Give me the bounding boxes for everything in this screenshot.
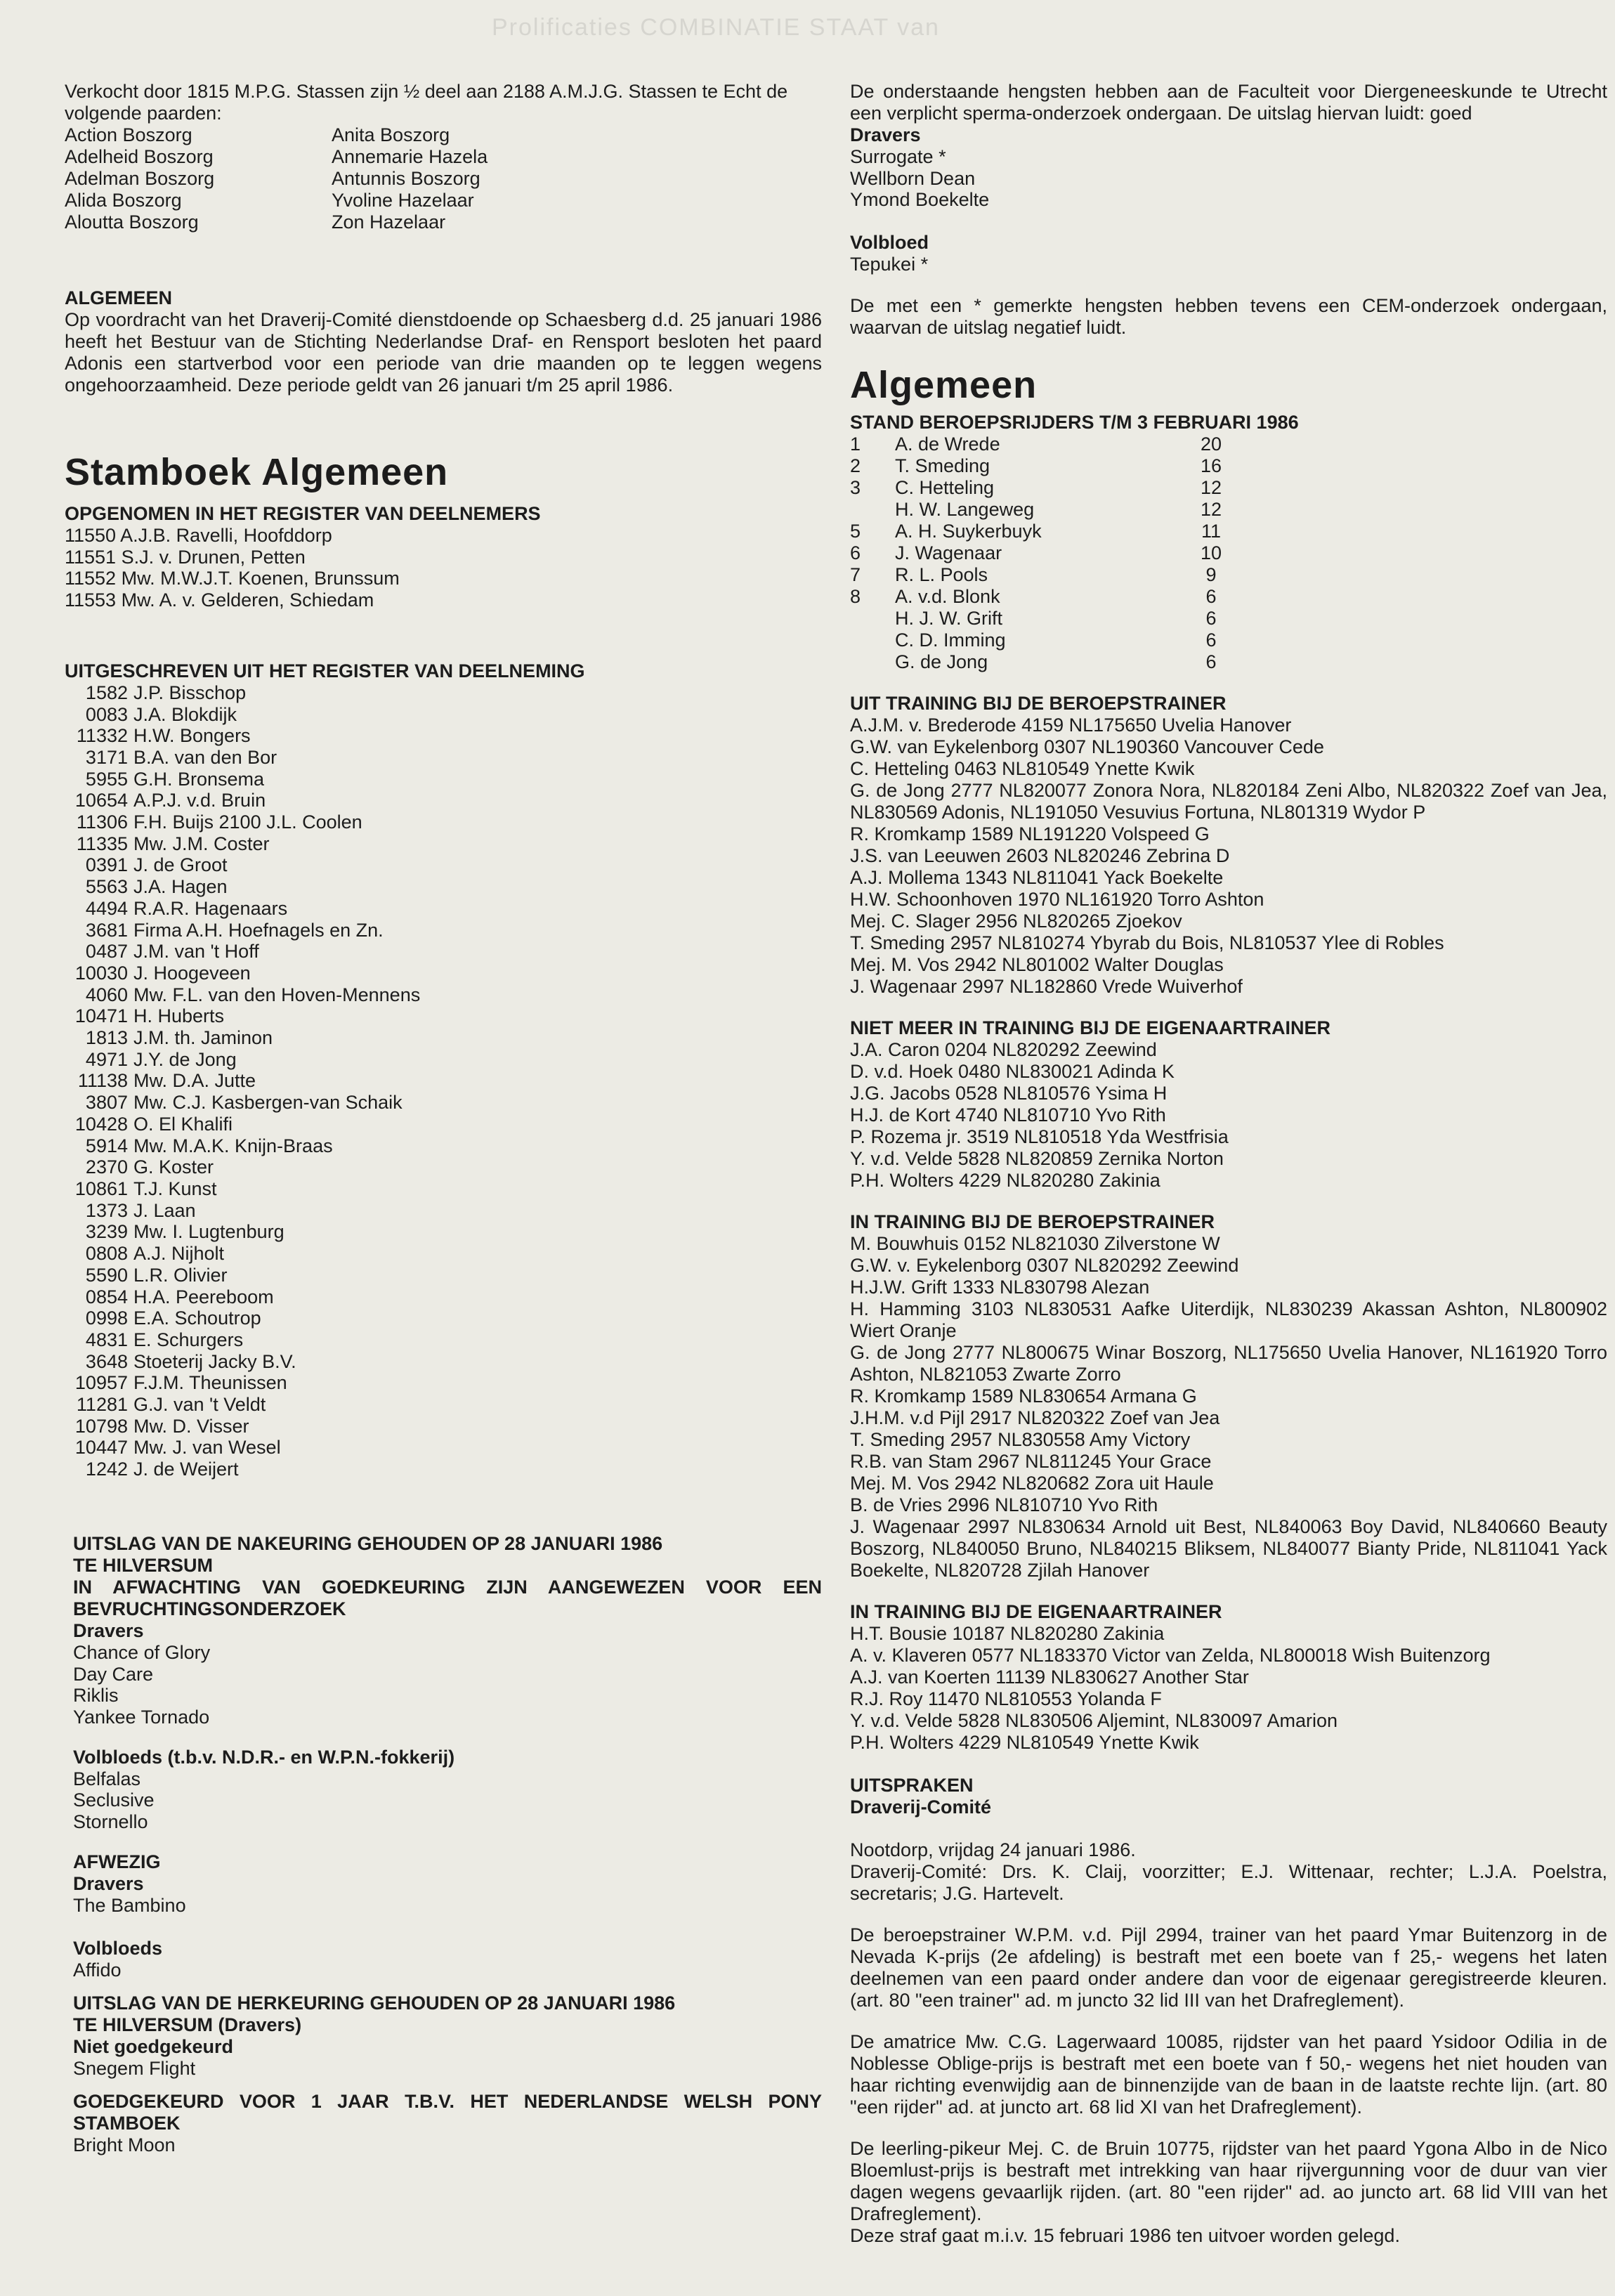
heading-line: TE HILVERSUM (Dravers) (73, 2014, 302, 2035)
trainer-entry: Mej. M. Vos 2942 NL820682 Zora uit Haule (850, 1473, 1214, 1494)
stand-name: T. Smeding (895, 455, 990, 477)
horse-name: Action Boszorg (65, 124, 192, 145)
participant-name: F.H. Buijs 2100 J.L. Coolen (133, 811, 362, 833)
list-item (44, 898, 822, 920)
trainer-entry: J.G. Jacobs 0528 NL810576 Ysima H (850, 1083, 1168, 1104)
participant-name: J.Y. de Jong (133, 1048, 237, 1070)
registration-number: 3648 (85, 1350, 128, 1372)
stand-points: 9 (1205, 564, 1217, 586)
stand-points: 20 (1200, 433, 1222, 455)
stand-rank: 7 (850, 564, 861, 586)
list-item (44, 1092, 822, 1114)
list-item (44, 941, 822, 963)
registration-number: 4060 (85, 984, 128, 1005)
list-item (44, 1200, 822, 1222)
registration-number: 10861 (74, 1178, 128, 1199)
trainer-entry: P. Rozema jr. 3519 NL810518 Yda Westfrisia (850, 1126, 1229, 1148)
stand-table (850, 433, 1607, 673)
participant-name: G. Koster (133, 1156, 214, 1178)
registration-number: 10957 (74, 1372, 128, 1394)
trainer-entry: Y. v.d. Velde 5828 NL830506 Aljemint, NL830097 Amarion (850, 1710, 1338, 1732)
participant-name: Mw. C.J. Kasbergen-van Schaik (133, 1092, 403, 1114)
participant-name: G.H. Bronsema (133, 768, 265, 790)
list-item: 11551 S.J. v. Drunen, Petten (65, 546, 306, 568)
stand-rank (850, 499, 870, 521)
horse-name: Riklis (73, 1685, 119, 1707)
horse-name: Stornello (73, 1811, 148, 1833)
uitspraken-p1: Nootdorp, vrijdag 24 januari 1986. (850, 1839, 1136, 1861)
horse-name: Alida Boszorg (65, 190, 182, 211)
stand-name: H. J. W. Grift (895, 608, 1002, 630)
registration-number: 1582 (85, 681, 128, 703)
nakeuring-heading (65, 1533, 822, 1620)
in-training-beroeps-heading: IN TRAINING BIJ DE BEROEPSTRAINER (850, 1211, 1215, 1233)
list-item (44, 1351, 822, 1373)
trainer-entry: Y. v.d. Velde 5828 NL820859 Zernika Norton (850, 1148, 1224, 1170)
trainer-entry: Mej. M. Vos 2942 NL801002 Walter Douglas (850, 954, 1224, 976)
cem-text: De met een * gemerkte hengsten hebben tevens een CEM-onderzoek ondergaan, waarvan de uitslag negatief luidt. (850, 295, 1607, 339)
stand-heading: STAND BEROEPSRIJDERS T/M 3 FEBRUARI 1986 (850, 412, 1299, 433)
registration-number: 4494 (85, 897, 128, 919)
volbloed: Tepukei * (850, 254, 929, 275)
uitspraken-heading: UITSPRAKEN (850, 1775, 974, 1796)
participant-name: Mw. M.A.K. Knijn-Braas (133, 1135, 333, 1156)
uitgeschreven-list (44, 682, 822, 1480)
list-item (44, 1307, 822, 1329)
list-item (44, 682, 822, 704)
registration-number: 11306 (76, 811, 128, 833)
registration-number: 1813 (85, 1027, 128, 1049)
horse-name: Aloutta Boszorg (65, 211, 199, 233)
trainer-entry: G.W. van Eykelenborg 0307 NL190360 Vancouver Cede (850, 736, 1324, 758)
list-item (44, 854, 822, 876)
list-item: 11550 A.J.B. Ravelli, Hoofddorp (65, 525, 332, 546)
participant-name: J.M. th. Jaminon (133, 1027, 273, 1049)
trainer-entry: J. Wagenaar 2997 NL830634 Arnold uit Best, NL840063 Boy David, NL840660 Beauty Boszorg, NL840050 Bruno, NL840215 Bliksem, NL840077 Bianty Pride, NL811041 Yack Boekelte, NL820728 Zjilah Hanover (850, 1516, 1607, 1581)
stand-spacer (870, 433, 895, 455)
registration-number: 3807 (85, 1092, 128, 1114)
trainer-entry: R. Kromkamp 1589 NL830654 Armana G (850, 1385, 1197, 1407)
trainer-entry: T. Smeding 2957 NL810274 Ybyrab du Bois, NL810537 Ylee di Robles (850, 932, 1444, 954)
stand-rank (850, 630, 870, 651)
stand-spacer (870, 651, 895, 673)
trainer-entry: J.H.M. v.d Pijl 2917 NL820322 Zoef van Jea (850, 1407, 1220, 1429)
stand-spacer (870, 499, 895, 521)
registration-number: 2370 (85, 1156, 128, 1178)
sale-intro: Verkocht door 1815 M.P.G. Stassen zijn ½ deel aan 2188 A.M.J.G. Stassen te Echt de volgende paarden: (65, 81, 788, 124)
registration-number: 10447 (74, 1437, 128, 1459)
niet-meer-list (850, 1039, 1607, 1192)
list-item (44, 920, 822, 941)
horse-name: Annemarie Hazela (332, 146, 488, 167)
registration-number: 10428 (74, 1113, 128, 1135)
trainer-entry: H. Hamming 3103 NL830531 Aafke Uiterdijk, NL830239 Akassan Ashton, NL800902 Wiert Oranje (850, 1298, 1607, 1342)
registration-number: 1373 (85, 1199, 128, 1221)
list-item (44, 1329, 822, 1351)
trainer-entry: R.B. van Stam 2967 NL811245 Your Grace (850, 1451, 1212, 1473)
uitspraken-p2: Draverij-Comité: Drs. K. Claij, voorzitter; E.J. Wittenaar, rechter; L.J.A. Poelstra, secretaris; J.G. Hartevelt. (850, 1861, 1607, 1905)
sperma-text: De onderstaande hengsten hebben aan de Faculteit voor Diergeneeskunde te Utrecht een verplicht sperma-onderzoek ondergaan. De uitslag hiervan luidt: goed (850, 81, 1607, 124)
stand-name: C. Hetteling (895, 477, 995, 499)
participant-name: Mw. F.L. van den Hoven-Mennens (133, 984, 421, 1005)
ghost-header: Prolificaties COMBINATIE STAAT van (492, 14, 940, 41)
stand-rank: 1 (850, 433, 861, 455)
participant-name: A.J. Nijholt (133, 1243, 225, 1265)
registration-number: 5955 (85, 768, 128, 790)
horse-list-col2 (332, 124, 822, 233)
participant-name: J. de Groot (133, 854, 228, 876)
stand-name: C. D. Imming (895, 630, 1006, 651)
afwezig-volbloeds: Affido (73, 1959, 122, 1981)
stand-name: G. de Jong (895, 651, 988, 673)
stand-spacer (870, 542, 895, 564)
trainer-entry: P.H. Wolters 4229 NL820280 Zakinia (850, 1170, 1160, 1192)
participant-name: O. El Khalifi (133, 1113, 233, 1135)
registration-number: 0808 (85, 1243, 128, 1265)
dravers-list (73, 1642, 822, 1728)
herkeuring-heading (73, 1992, 822, 2036)
trainer-entry: G.W. v. Eykelenborg 0307 NL820292 Zeewind (850, 1255, 1239, 1277)
in-training-eigen-heading: IN TRAINING BIJ DE EIGENAARTRAINER (850, 1601, 1222, 1623)
participant-name: E. Schurgers (133, 1329, 244, 1350)
horse-name: Zon Hazelaar (332, 211, 446, 233)
participant-name: Mw. D. Visser (133, 1415, 249, 1437)
list-item (44, 1005, 822, 1027)
participant-name: J. Hoogeveen (133, 962, 251, 984)
algemeen-heading: ALGEMEEN (65, 287, 173, 308)
stand-points: 6 (1205, 630, 1217, 651)
trainer-entry: J. Wagenaar 2997 NL182860 Vrede Wuiverhof (850, 976, 1243, 998)
trainer-entry: B. de Vries 2996 NL810710 Yvo Rith (850, 1494, 1158, 1516)
stamboek-title: Stamboek Algemeen (65, 451, 449, 493)
afwezig-label: AFWEZIG (73, 1851, 161, 1872)
participant-name: J.M. van 't Hoff (133, 941, 259, 963)
registration-number: 0487 (85, 941, 128, 963)
registration-number: 3171 (85, 746, 128, 768)
list-item (44, 769, 822, 790)
trainer-entry: A.J. Mollema 1343 NL811041 Yack Boekelte (850, 867, 1224, 889)
heading-line: BEVRUCHTINGSONDERZOEK (73, 1598, 346, 1619)
stand-name: H. W. Langeweg (895, 499, 1035, 521)
afwezig-dravers: The Bambino (73, 1894, 186, 1916)
registration-number: 0998 (85, 1307, 128, 1329)
list-item (44, 984, 822, 1006)
list-item (44, 1135, 822, 1157)
trainer-entry: T. Smeding 2957 NL830558 Amy Victory (850, 1429, 1191, 1451)
list-item (44, 1459, 822, 1480)
participant-name: T.J. Kunst (133, 1178, 217, 1199)
stand-points: 6 (1205, 608, 1217, 630)
stand-rank: 5 (850, 521, 861, 542)
registration-number: 11332 (76, 725, 128, 747)
volbloeds-ndr-label: Volbloeds (t.b.v. N.D.R.- en W.P.N.-fokkerij) (73, 1746, 455, 1768)
list-item (44, 833, 822, 855)
participant-name: H. Huberts (133, 1005, 225, 1027)
participant-name: A.P.J. v.d. Bruin (133, 790, 266, 811)
uit-training-beroeps-heading: UIT TRAINING BIJ DE BEROEPSTRAINER (850, 693, 1227, 715)
list-item (44, 1437, 822, 1459)
registration-number: 5914 (85, 1135, 128, 1156)
left-column (65, 81, 822, 2156)
trainer-entry: R. Kromkamp 1589 NL191220 Volspeed G (850, 823, 1210, 845)
participant-name: H.A. Peereboom (133, 1286, 274, 1307)
horse-name: Yankee Tornado (73, 1706, 210, 1728)
list-item (44, 747, 822, 769)
registration-number: 11335 (76, 833, 128, 854)
trainer-entry: A.J.M. v. Brederode 4159 NL175650 Uvelia Hanover (850, 715, 1292, 736)
registration-number: 5563 (85, 876, 128, 898)
stand-name: A. de Wrede (895, 433, 1000, 455)
participant-name: Mw. J.M. Coster (133, 833, 270, 854)
stand-name: A. H. Suykerbuyk (895, 521, 1042, 542)
registration-number: 4831 (85, 1329, 128, 1350)
horse-name: Adelman Boszorg (65, 168, 215, 189)
list-item (44, 963, 822, 984)
participant-name: R.A.R. Hagenaars (133, 897, 288, 919)
horse-name: Yvoline Hazelaar (332, 190, 474, 211)
participant-name: Mw. D.A. Jutte (133, 1070, 256, 1092)
participant-name: E.A. Schoutrop (133, 1307, 261, 1329)
algemeen-text: Op voordracht van het Draverij-Comité dienstdoende op Schaesberg d.d. 25 januari 1986 heeft het Bestuur van de Stichting Nederlandse Draf- en Rensport besloten het paard Adonis een startverbod voor een periode van drie maanden op te leggen wegens ongehoorzaamheid. Deze periode geldt van 26 januari t/m 25 april 1986. (65, 309, 822, 396)
registration-number: 10798 (74, 1415, 128, 1437)
participant-name: Firma A.H. Hoefnagels en Zn. (133, 919, 384, 941)
goedgekeurd-heading: GOEDGEKEURD VOOR 1 JAAR T.B.V. HET NEDERLANDSE WELSH PONY STAMBOEK (73, 2090, 822, 2134)
dravers-label: Dravers (73, 1619, 144, 1641)
heading-line: TE HILVERSUM (73, 1554, 214, 1576)
uitspraken-p3: De beroepstrainer W.P.M. v.d. Pijl 2994, trainer van het paard Ymar Buitenzorg in de Nevada K-prijs (2e afdeling) is bestraft met een boete van f 25,- wegens het laten deelnemen van een paard onder andere dan voor de eigenaar geregistreerde kleuren. (art. 80 "een trainer" ad. m juncto 32 lid III van het Drafreglement). (850, 1924, 1607, 2011)
volbloed-label: Volbloed (850, 232, 929, 254)
horse-name: Seclusive (73, 1789, 155, 1811)
registration-number: 0854 (85, 1286, 128, 1307)
horse-name: Anita Boszorg (332, 124, 450, 145)
list-item (44, 1027, 822, 1049)
list-item (44, 1265, 822, 1286)
registration-number: 11281 (76, 1394, 128, 1416)
list-item (44, 1114, 822, 1135)
registration-number: 4971 (85, 1048, 128, 1070)
trainer-entry: J.S. van Leeuwen 2603 NL820246 Zebrina D (850, 845, 1230, 867)
horse-name: Belfalas (73, 1768, 141, 1789)
horse-name: Day Care (73, 1663, 154, 1685)
trainer-entry: C. Hetteling 0463 NL810549 Ynette Kwik (850, 758, 1195, 780)
stand-rank (850, 608, 870, 630)
registration-number: 10654 (74, 790, 128, 811)
horse-name: Antunnis Boszorg (332, 168, 480, 189)
opgenomen-list (65, 525, 822, 611)
list-item (44, 1286, 822, 1308)
list-item (44, 1156, 822, 1178)
participant-name: Stoeterij Jacky B.V. (133, 1350, 296, 1372)
trainer-entry: Mej. C. Slager 2956 NL820265 Zjoekov (850, 911, 1182, 932)
uitspraken-p6: Deze straf gaat m.i.v. 15 februari 1986 ten uitvoer worden gelegd. (850, 2225, 1400, 2247)
trainer-entry: A. v. Klaveren 0577 NL183370 Victor van Zelda, NL800018 Wish Buitenzorg (850, 1645, 1491, 1666)
stand-rank: 2 (850, 455, 861, 477)
horse-name: Ymond Boekelte (850, 189, 990, 211)
afwezig-volbloeds-label: Volbloeds (73, 1937, 163, 1959)
stand-name: J. Wagenaar (895, 542, 1002, 564)
list-item (44, 1372, 822, 1394)
participant-name: G.J. van 't Veldt (133, 1394, 266, 1416)
registration-number: 0083 (85, 703, 128, 725)
horse-name: Surrogate * (850, 146, 946, 167)
list-item (44, 704, 822, 726)
list-item (44, 790, 822, 811)
participant-name: Mw. J. van Wesel (133, 1437, 281, 1459)
stand-points: 12 (1200, 499, 1222, 521)
in-training-beroeps-list (850, 1233, 1607, 1581)
trainer-entry: H.J.W. Grift 1333 NL830798 Alezan (850, 1277, 1150, 1298)
dravers-right-list (850, 146, 1607, 211)
participant-name: H.W. Bongers (133, 725, 251, 747)
afwezig-dravers-label: Dravers (73, 1872, 144, 1894)
list-item (44, 811, 822, 833)
list-item (44, 1416, 822, 1437)
list-item (44, 1049, 822, 1071)
right-column (850, 81, 1607, 2247)
trainer-entry: D. v.d. Hoek 0480 NL830021 Adinda K (850, 1061, 1175, 1083)
stand-rank: 6 (850, 542, 861, 564)
trainer-entry: P.H. Wolters 4229 NL810549 Ynette Kwik (850, 1732, 1199, 1754)
list-item (44, 1070, 822, 1092)
niet-goedgekeurd-label: Niet goedgekeurd (73, 2035, 234, 2057)
horse-name: Wellborn Dean (850, 167, 976, 189)
participant-name: J.P. Bisschop (133, 681, 247, 703)
stand-spacer (870, 477, 895, 499)
niet-meer-heading: NIET MEER IN TRAINING BIJ DE EIGENAARTRAINER (850, 1017, 1331, 1039)
registration-number: 3681 (85, 919, 128, 941)
stand-points: 16 (1200, 455, 1222, 477)
trainer-entry: H.J. de Kort 4740 NL810710 Yvo Rith (850, 1104, 1166, 1126)
dravers-right-label: Dravers (850, 124, 921, 145)
uitspraken-p5: De leerling-pikeur Mej. C. de Bruin 10775, rijdster van het paard Ygona Albo in de Nico Bloemlust-prijs is bestraft met intrekking van haar rijvergunning voor de duur van vier dagen wegens gevaarlijk rijden. (art. 80 "een rijder" ad. ao juncto art. 68 lid VIII van het Drafreglement). (850, 2138, 1607, 2225)
uitgeschreven-heading: UITGESCHREVEN UIT HET REGISTER VAN DEELNEMING (65, 660, 585, 681)
participant-name: Mw. I. Lugtenburg (133, 1221, 285, 1243)
list-item (44, 876, 822, 898)
uitspraken-sub: Draverij-Comité (850, 1796, 992, 1818)
participant-name: J. de Weijert (133, 1459, 239, 1480)
participant-name: B.A. van den Bor (133, 746, 277, 768)
algemeen-title: Algemeen (850, 364, 1038, 407)
stand-points: 12 (1200, 477, 1222, 499)
stand-spacer (870, 630, 895, 651)
stand-spacer (870, 455, 895, 477)
registration-number: 3239 (85, 1221, 128, 1243)
uitspraken-p4: De amatrice Mw. C.G. Lagerwaard 10085, rijdster van het paard Ysidoor Odilia in de Noblesse Oblige-prijs is bestraft met een boete van f 50,- wegens het niet houden van haar richting evenwijdig aan de binnenzijde van de baan in de laatste rechte lijn. (art. 80 "een rijder" ad. at juncto art. 68 lid XI van het Drafreglement). (850, 2031, 1607, 2118)
stand-points: 6 (1205, 651, 1217, 673)
stand-name: R. L. Pools (895, 564, 988, 586)
heading-line: UITSLAG VAN DE NAKEURING GEHOUDEN OP 28 JANUARI 1986 (73, 1532, 663, 1554)
registration-number: 5590 (85, 1264, 128, 1286)
volbloeds-ndr-list (73, 1768, 822, 1833)
participant-name: J.A. Hagen (133, 876, 228, 898)
horse-name: Chance of Glory (73, 1641, 211, 1663)
participant-name: J.A. Blokdijk (133, 703, 237, 725)
trainer-entry: M. Bouwhuis 0152 NL821030 Zilverstone W (850, 1233, 1220, 1255)
trainer-entry: R.J. Roy 11470 NL810553 Yolanda F (850, 1688, 1162, 1710)
list-item (44, 725, 822, 747)
trainer-entry: H.W. Schoonhoven 1970 NL161920 Torro Ashton (850, 889, 1264, 911)
stand-rank: 8 (850, 586, 861, 608)
list-item: 11552 Mw. M.W.J.T. Koenen, Brunssum (65, 568, 400, 589)
heading-line: IN AFWACHTING VAN GOEDKEURING ZIJN AANGEWEZEN VOOR EEN (73, 1576, 822, 1598)
goedgekeurd: Bright Moon (73, 2134, 176, 2155)
list-item (44, 1221, 822, 1243)
heading-line: UITSLAG VAN DE HERKEURING GEHOUDEN OP 28 JANUARI 1986 (73, 1992, 676, 2014)
registration-number: 10030 (74, 962, 128, 984)
participant-name: L.R. Olivier (133, 1264, 228, 1286)
registration-number: 0391 (85, 854, 128, 876)
niet-goedgekeurd: Snegem Flight (73, 2057, 196, 2079)
stand-points: 10 (1200, 542, 1222, 564)
registration-number: 10471 (74, 1005, 128, 1027)
horse-list-col1 (65, 124, 332, 233)
participant-name: F.J.M. Theunissen (133, 1372, 287, 1394)
list-item (44, 1178, 822, 1200)
trainer-entry: G. de Jong 2777 NL800675 Winar Boszorg, NL175650 Uvelia Hanover, NL161920 Torro Ashton, NL821053 Zwarte Zorro (850, 1342, 1607, 1385)
trainer-entry: G. de Jong 2777 NL820077 Zonora Nora, NL820184 Zeni Albo, NL820322 Zoef van Jea, NL830569 Adonis, NL191050 Vesuvius Fortuna, NL801319 Wydor P (850, 780, 1607, 823)
stand-spacer (870, 586, 895, 608)
stand-name: A. v.d. Blonk (895, 586, 1000, 608)
trainer-entry: A.J. van Koerten 11139 NL830627 Another Star (850, 1666, 1249, 1688)
opgenomen-heading: OPGENOMEN IN HET REGISTER VAN DEELNEMERS (65, 503, 541, 524)
trainer-entry: J.A. Caron 0204 NL820292 Zeewind (850, 1039, 1157, 1061)
in-training-eigen-list (850, 1623, 1607, 1754)
stand-points: 11 (1201, 521, 1222, 542)
horse-name: Adelheid Boszorg (65, 146, 214, 167)
horse-list (65, 124, 822, 233)
list-item (44, 1394, 822, 1416)
registration-number: 1242 (85, 1459, 128, 1480)
stand-rank: 3 (850, 477, 861, 499)
stand-spacer (870, 564, 895, 586)
trainer-entry: H.T. Bousie 10187 NL820280 Zakinia (850, 1623, 1165, 1645)
stand-spacer (870, 608, 895, 630)
list-item (44, 1243, 822, 1265)
stand-points: 6 (1205, 586, 1217, 608)
stand-rank (850, 651, 870, 673)
uit-training-beroeps-list (850, 715, 1607, 998)
participant-name: J. Laan (133, 1199, 196, 1221)
list-item: 11553 Mw. A. v. Gelderen, Schiedam (65, 589, 374, 611)
registration-number: 11138 (77, 1070, 128, 1092)
stand-spacer (870, 521, 895, 542)
